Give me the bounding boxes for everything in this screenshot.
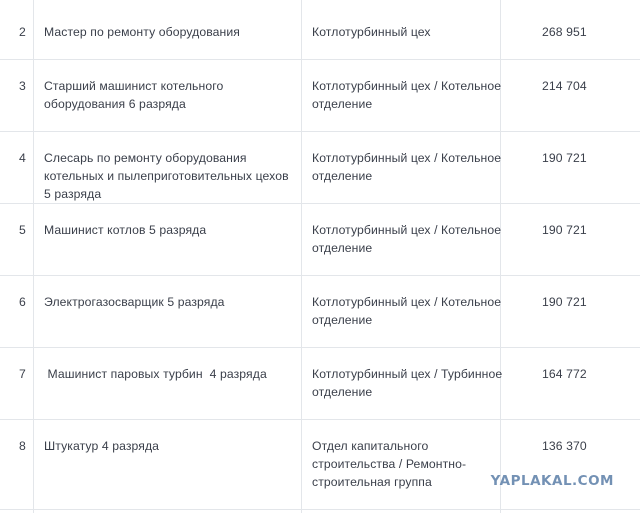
salary-value: 164 772 [542, 367, 587, 381]
row-number: 3 [19, 79, 26, 93]
salary-value: 190 721 [542, 223, 587, 237]
salary-value: 268 951 [542, 25, 587, 39]
salary-value: 136 370 [542, 439, 587, 453]
position-title: Мастер по ремонту оборудования [44, 25, 240, 39]
position-title: Штукатур 4 разряда [44, 439, 160, 453]
column-divider [33, 0, 34, 513]
row-number: 8 [19, 439, 26, 453]
department: Отдел капитального строительства / Ремонтно-строительная группа [312, 439, 467, 489]
row-divider [0, 59, 640, 60]
row-divider [0, 419, 640, 420]
salary-value: 190 721 [542, 151, 587, 165]
site-watermark: YAPLAKAL.COM [490, 473, 614, 489]
department: Котлотурбинный цех / Котельное отделение [312, 151, 502, 183]
row-divider [0, 509, 640, 510]
row-number: 5 [19, 223, 26, 237]
department: Котлотурбинный цех / Турбинное отделение [312, 367, 503, 399]
salary-value: 214 704 [542, 79, 587, 93]
salary-value: 190 721 [542, 295, 587, 309]
department: Котлотурбинный цех / Котельное отделение [312, 79, 502, 111]
position-title: Слесарь по ремонту оборудования котельных и пылеприготовительных цехов 5 разряда [44, 151, 289, 201]
row-divider [0, 131, 640, 132]
department: Котлотурбинный цех / Котельное отделение [312, 223, 502, 255]
row-number: 7 [19, 367, 26, 381]
position-title: Машинист котлов 5 разряда [44, 223, 207, 237]
column-divider [301, 0, 302, 513]
position-title: Электрогазосварщик 5 разряда [44, 295, 225, 309]
department: Котлотурбинный цех / Котельное отделение [312, 295, 502, 327]
row-number: 4 [19, 151, 26, 165]
row-number: 2 [19, 25, 26, 39]
row-number: 6 [19, 295, 26, 309]
position-title: Старший машинист котельного оборудования 6 разряда [44, 79, 224, 111]
department: Котлотурбинный цех [312, 25, 431, 39]
row-divider [0, 203, 640, 204]
row-divider [0, 275, 640, 276]
position-title: Машинист паровых турбин 4 разряда [44, 367, 267, 381]
row-divider [0, 347, 640, 348]
